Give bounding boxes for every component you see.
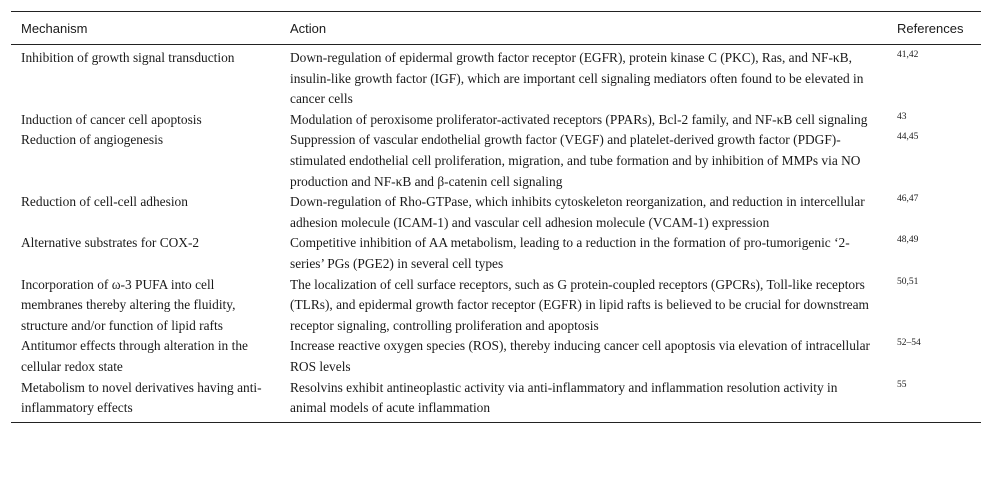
table-row (11, 192, 981, 233)
references-cell: 46,47 (897, 194, 919, 205)
mechanisms-table (11, 11, 981, 423)
table-row (11, 336, 981, 377)
action-cell: Down-regulation of epidermal growth factor receptor (EGFR), protein kinase C (PKC), Ras, and NF-κB, insulin-like growth factor (IGF), which are important cell signaling mediators often found to be elevated in cancer cells (290, 50, 864, 107)
table-row (11, 110, 981, 131)
mechanism-cell: Inhibition of growth signal transduction (21, 50, 235, 65)
table-row (11, 233, 981, 274)
references-cell: 48,49 (897, 235, 919, 246)
mechanism-cell: Metabolism to novel derivatives having anti-inflammatory effects (21, 379, 262, 416)
references-cell: 50,51 (897, 276, 919, 287)
action-cell: Down-regulation of Rho-GTPase, which inhibits cytoskeleton reorganization, and reduction in intercellular adhesion molecule (ICAM-1) and vascular cell adhesion molecule (VCAM-1) expression (290, 194, 865, 230)
mechanism-cell: Alternative substrates for COX-2 (21, 235, 200, 251)
action-cell: Resolvins exhibit antineoplastic activity via anti-inflammatory and inflammation resolution activity in animal models of acute inflammation (290, 379, 838, 416)
mechanism-cell: Antitumor effects through alteration in the cellular redox state (21, 338, 248, 374)
table-header (11, 12, 981, 45)
mechanism-cell: Reduction of cell-cell adhesion (21, 194, 188, 210)
header-action: Action (280, 12, 887, 45)
header-references: References (887, 12, 981, 45)
table-row (11, 45, 981, 110)
references-cell: 43 (897, 111, 907, 122)
action-cell: The localization of cell surface receptors, such as G protein-coupled receptors (GPCRs), Toll-like receptors (TLRs), and epidermal growth factor receptor (EGFR) in lipid rafts is believed to be crucial for downstream receptor signaling, controlling proliferation and apoptosis (290, 276, 869, 333)
action-cell: Modulation of peroxisome proliferator-activated receptors (PPARs), Bcl-2 family, and NF-κB cell signaling (290, 111, 868, 127)
table-row (11, 378, 981, 423)
mechanism-cell: Induction of cancer cell apoptosis (21, 111, 202, 127)
references-cell: 55 (897, 379, 907, 390)
action-cell: Competitive inhibition of AA metabolism, leading to a reduction in the formation of pro-tumorigenic ‘2-series’ PGs (PGE2) in several cell types (290, 235, 850, 271)
action-cell: Suppression of vascular endothelial growth factor (VEGF) and platelet-derived growth factor (PDGF)-stimulated endothelial cell proliferation, migration, and tube formation and by inhibition of MMPs via NO production and NF-κB and β-catenin cell signaling (290, 132, 861, 189)
mechanism-cell: Reduction of angiogenesis (21, 132, 164, 148)
references-cell: 52–54 (897, 338, 921, 349)
action-cell: Increase reactive oxygen species (ROS), thereby inducing cancer cell apoptosis via elevation of intracellular ROS levels (290, 338, 871, 374)
header-mechanism: Mechanism (11, 12, 280, 45)
references-cell: 44,45 (897, 132, 919, 143)
references-cell: 41,42 (897, 50, 919, 60)
header-row (11, 12, 981, 45)
table-row (11, 275, 981, 337)
mechanisms-table-container (11, 11, 981, 423)
table-row (11, 130, 981, 192)
table-body (11, 45, 981, 423)
mechanism-cell: Incorporation of ω-3 PUFA into cell membranes thereby altering the fluidity, structure and/or function of lipid rafts (21, 276, 236, 333)
